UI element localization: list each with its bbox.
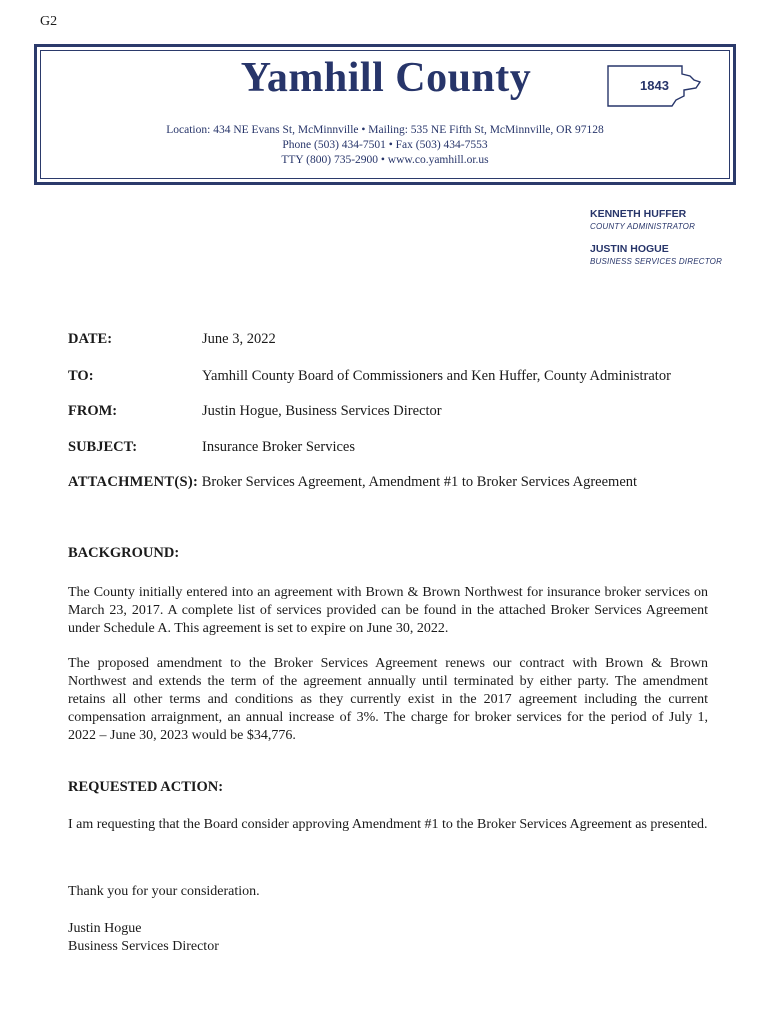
date-value: June 3, 2022 [202, 331, 276, 347]
requested-action-heading: REQUESTED ACTION: [68, 779, 224, 795]
phone-line: Phone (503) 434-7501 • Fax (503) 434-7553 [282, 139, 488, 151]
page-tag: G2 [40, 14, 58, 29]
from-value: Justin Hogue, Business Services Director [202, 403, 442, 419]
subject-value: Insurance Broker Services [202, 439, 355, 455]
official-name: JUSTIN HOGUE [590, 243, 669, 255]
attachments-value: Broker Services Agreement, Amendment #1 to Broker Services Agreement [201, 474, 638, 490]
signature-title: Business Services Director [68, 939, 219, 954]
established-year: 1843 [640, 78, 669, 93]
official-title: BUSINESS SERVICES DIRECTOR [590, 257, 723, 266]
attachments-row [68, 474, 637, 491]
county-name: Yamhill County [240, 55, 532, 101]
tty-web-line: TTY (800) 735-2900 • www.co.yamhill.or.us [281, 154, 489, 166]
official-title: COUNTY ADMINISTRATOR [590, 222, 696, 231]
date-label: DATE: [68, 331, 113, 347]
attachments-label: ATTACHMENT(S): [68, 474, 199, 490]
official-name: KENNETH HUFFER [590, 208, 687, 220]
signature-name: Justin Hogue [68, 921, 142, 936]
subject-label: SUBJECT: [68, 439, 138, 455]
background-paragraph: The County initially entered into an agreement with Brown & Brown Northwest for insurance broker services on March 23, 2017. A complete list of services provided can be found in the attached Broker Services Agreement under Schedule A. This agreement is set to expire on June 30, 2022. [68, 585, 708, 636]
to-label: TO: [68, 368, 94, 384]
to-value: Yamhill County Board of Commissioners and Ken Huffer, County Administrator [202, 368, 671, 384]
requested-action-paragraph: I am requesting that the Board consider approving Amendment #1 to the Broker Services Agreement as presented. [68, 817, 708, 832]
address-line: Location: 434 NE Evans St, McMinnville • Mailing: 535 NE Fifth St, McMinnville, OR 97128 [166, 124, 604, 136]
background-heading: BACKGROUND: [68, 545, 180, 561]
closing-line: Thank you for your consideration. [68, 884, 260, 899]
from-label: FROM: [68, 403, 118, 419]
background-paragraph: The proposed amendment to the Broker Services Agreement renews our contract with Brown & Brown Northwest and extends the term of the agreement annually until terminated by either party. The amendment retains all other terms and conditions as they currently exist in the 2017 agreement including the current compensation arraignment, an annual increase of 3%. The charge for broker services for the period of July 1, 2022 – June 30, 2023 would be $34,776. [68, 656, 708, 743]
